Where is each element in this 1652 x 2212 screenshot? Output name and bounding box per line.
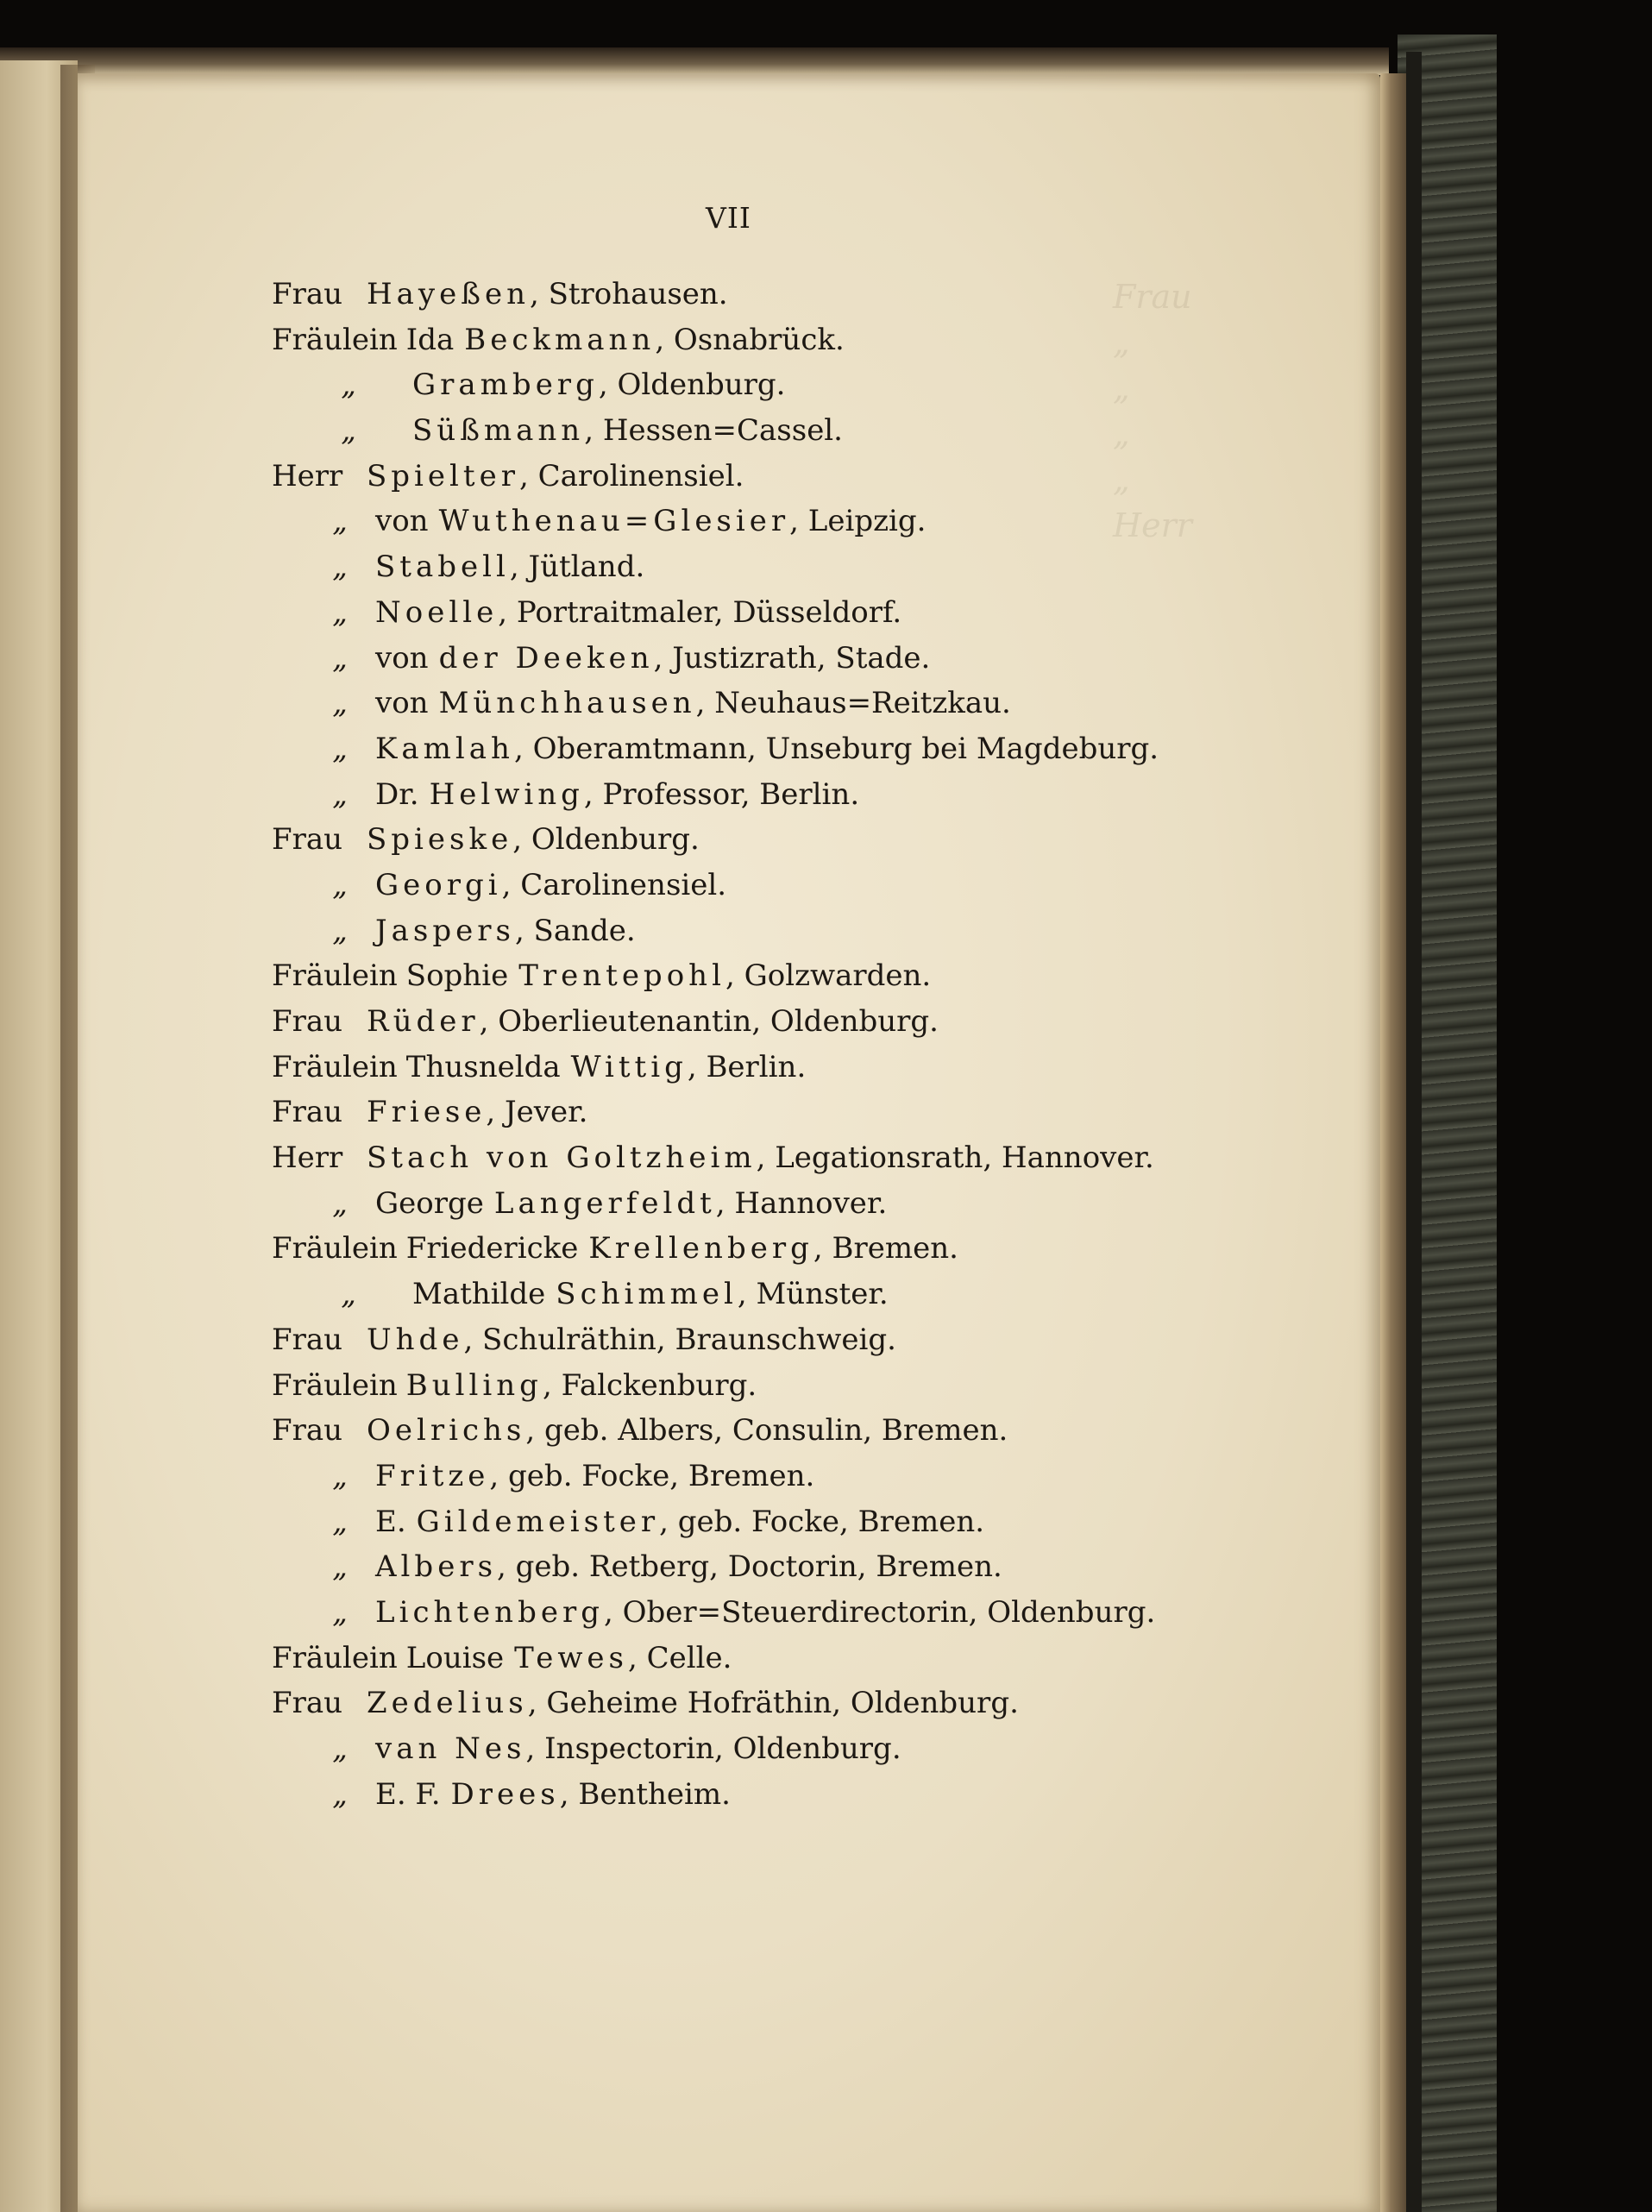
entry-details: , geb. Focke, Bremen.: [659, 1504, 985, 1539]
entry-prefix: E.: [375, 1504, 406, 1539]
entry-name: Wittig: [570, 1049, 688, 1084]
list-item: [272, 726, 1159, 772]
list-item: [272, 1408, 1159, 1454]
entry-name: Fritze: [375, 1458, 490, 1493]
entry-prefix: von: [375, 686, 429, 721]
page-fore-edge: [1380, 73, 1406, 2212]
entry-title: Frau: [272, 1322, 343, 1357]
page-top-edge: [0, 47, 1389, 75]
entry-name: Spieske: [367, 822, 513, 858]
entry-name: Süßmann: [412, 413, 585, 449]
entry-name: Georgi: [375, 867, 502, 902]
entry-details: , Neuhaus=Reitzkau.: [695, 686, 1011, 721]
entry-details: , Celle.: [628, 1640, 732, 1675]
list-item: [272, 408, 1159, 454]
entry-details: , Geheime Hofräthin, Oldenburg.: [527, 1686, 1019, 1721]
entry-details: , geb. Focke, Bremen.: [489, 1458, 815, 1493]
entry-name: Drees: [450, 1776, 560, 1812]
ditto-mark: „: [341, 1277, 356, 1312]
ditto-mark: „: [341, 413, 356, 449]
name-list: [272, 272, 1159, 1817]
entry-name: Zedelius: [367, 1686, 528, 1721]
entry-details: , Hessen=Cassel.: [584, 413, 843, 449]
entry-details: , Inspectorin, Oldenburg.: [525, 1731, 901, 1766]
entry-prefix: Thusnelda: [405, 1049, 561, 1084]
entry-name: Gildemeister: [416, 1504, 660, 1539]
ditto-mark: „: [341, 368, 356, 403]
entry-details: , Justizrath, Stade.: [653, 640, 931, 676]
list-item: [272, 1772, 1159, 1818]
ditto-mark: „: [332, 640, 348, 676]
cover-edge: [1406, 52, 1422, 2212]
entry-details: , Portraitmaler, Düsseldorf.: [498, 594, 902, 630]
entry-title: Fräulein: [272, 1231, 398, 1266]
entry-prefix: Friedericke: [405, 1231, 579, 1266]
entry-prefix: Sophie: [405, 958, 509, 994]
entry-details: , Hannover.: [715, 1185, 888, 1221]
entry-name: Jaspers: [375, 913, 515, 948]
list-item: [272, 1636, 1159, 1681]
entry-details: , Ober=Steuerdirectorin, Oldenburg.: [603, 1594, 1156, 1630]
list-item: [272, 1726, 1159, 1772]
entry-title: Fräulein: [272, 322, 398, 357]
list-item: [272, 1590, 1159, 1636]
entry-title: Fräulein: [272, 1367, 398, 1403]
list-item: [272, 362, 1159, 408]
list-item: [272, 636, 1159, 682]
list-item: [272, 953, 1159, 999]
entry-name: Oelrichs: [367, 1413, 526, 1448]
list-item: [272, 544, 1159, 590]
entry-name: Uhde: [367, 1322, 464, 1357]
entry-details: , Bentheim.: [559, 1776, 731, 1812]
entry-details: , Münster.: [737, 1277, 889, 1312]
ditto-mark: „: [332, 550, 348, 585]
entry-details: , geb. Albers, Consulin, Bremen.: [525, 1413, 1008, 1448]
entry-name: Langerfeldt: [493, 1185, 716, 1221]
list-item: [272, 999, 1159, 1045]
entry-name: Trentepohl: [518, 958, 725, 994]
entry-details: , Schulräthin, Braunschweig.: [463, 1322, 896, 1357]
list-item: [272, 590, 1159, 636]
entry-name: der Deeken: [438, 640, 654, 676]
list-item: [272, 1272, 1159, 1317]
entry-name: Stabell: [375, 550, 510, 585]
list-item: [272, 317, 1159, 363]
entry-prefix: Louise: [405, 1640, 505, 1675]
entry-title: Frau: [272, 1413, 343, 1448]
ditto-mark: „: [332, 776, 348, 812]
list-item: [272, 1135, 1159, 1181]
entry-name: Schimmel: [556, 1277, 738, 1312]
entry-name: Rüder: [367, 1004, 480, 1039]
entry-name: Noelle: [375, 594, 499, 630]
entry-name: Spielter: [367, 458, 519, 493]
entry-prefix: Ida: [405, 322, 455, 357]
entry-details: , Oberamtmann, Unseburg bei Magdeburg.: [513, 731, 1159, 766]
entry-name: Beckmann: [464, 322, 656, 357]
entry-details: , Sande.: [514, 913, 636, 948]
ditto-mark: „: [332, 1731, 348, 1766]
entry-title: Frau: [272, 1686, 343, 1721]
entry-title: Frau: [272, 1004, 343, 1039]
ditto-mark: „: [332, 594, 348, 630]
entry-details: , Bremen.: [813, 1231, 958, 1266]
ditto-mark: „: [332, 504, 348, 539]
entry-name: Kamlah: [375, 731, 514, 766]
list-item: [272, 499, 1159, 544]
entry-prefix: von: [375, 504, 429, 539]
ditto-mark: „: [332, 1776, 348, 1812]
entry-title: Frau: [272, 277, 343, 311]
entry-title: Frau: [272, 822, 343, 858]
entry-prefix: Dr.: [375, 776, 419, 812]
entry-name: Tewes: [514, 1640, 629, 1675]
entry-details: , Osnabrück.: [655, 322, 845, 357]
entry-name: Krellenberg: [588, 1231, 813, 1266]
entry-name: Stach von Goltzheim: [367, 1141, 757, 1176]
ditto-mark: „: [332, 731, 348, 766]
entry-prefix: E. F.: [375, 1776, 441, 1812]
ditto-mark: „: [332, 1594, 348, 1630]
entry-name: Bulling: [405, 1367, 543, 1403]
entry-title: Fräulein: [272, 1640, 398, 1675]
ditto-mark: „: [332, 867, 348, 902]
entry-name: Lichtenberg: [375, 1594, 604, 1630]
entry-details: , Strohausen.: [529, 277, 728, 311]
entry-prefix: George: [375, 1185, 484, 1221]
list-item: [272, 1454, 1159, 1499]
entry-prefix: von: [375, 640, 429, 676]
entry-details: , Jütland.: [509, 550, 645, 585]
entry-title: Frau: [272, 1095, 343, 1130]
list-item: [272, 454, 1159, 500]
entry-title: Fräulein: [272, 958, 398, 994]
entry-title: Herr: [272, 458, 343, 493]
entry-name: Gramberg: [412, 368, 599, 403]
ditto-mark: „: [332, 1504, 348, 1539]
ditto-mark: „: [332, 1458, 348, 1493]
list-item: [272, 1226, 1159, 1272]
ditto-mark: „: [332, 1549, 348, 1585]
list-item: [272, 1499, 1159, 1545]
list-item: [272, 1045, 1159, 1090]
entry-details: , Berlin.: [687, 1049, 807, 1084]
entry-details: , Carolinensiel.: [518, 458, 744, 493]
entry-name: Hayeßen: [367, 277, 530, 311]
list-item: [272, 1181, 1159, 1227]
entry-details: , Falckenburg.: [542, 1367, 757, 1403]
ditto-mark: „: [332, 1185, 348, 1221]
entry-name: Münchhausen: [438, 686, 696, 721]
entry-details: , Legationsrath, Hannover.: [756, 1141, 1154, 1176]
ditto-mark: „: [332, 686, 348, 721]
entry-details: , Golzwarden.: [725, 958, 932, 994]
entry-name: Wuthenau=Glesier: [438, 504, 790, 539]
list-item: [272, 1317, 1159, 1363]
entry-name: Helwing: [429, 776, 584, 812]
show-through-text-right: Frau „ „ „ „ Herr: [1113, 278, 1266, 544]
entry-prefix: Mathilde: [412, 1277, 546, 1312]
list-item: [272, 1363, 1159, 1409]
list-item: [272, 272, 1159, 317]
entry-details: , Jever.: [486, 1095, 588, 1130]
page-number: VII: [706, 201, 751, 235]
entry-name: Albers: [375, 1549, 498, 1585]
entry-title: Fräulein: [272, 1049, 398, 1084]
list-item: [272, 863, 1159, 908]
entry-details: , Oldenburg.: [512, 822, 700, 858]
list-item: [272, 1544, 1159, 1590]
list-item: [272, 908, 1159, 954]
list-item: [272, 772, 1159, 818]
entry-details: , Oldenburg.: [598, 368, 786, 403]
entry-details: , Professor, Berlin.: [583, 776, 860, 812]
entry-details: , Oberlieutenantin, Oldenburg.: [479, 1004, 939, 1039]
entry-title: Herr: [272, 1141, 343, 1176]
list-item: [272, 681, 1159, 726]
list-item: [272, 817, 1159, 863]
ditto-mark: „: [332, 913, 348, 948]
entry-details: , Carolinensiel.: [501, 867, 727, 902]
entry-name: Friese: [367, 1095, 487, 1130]
list-item: [272, 1681, 1159, 1726]
list-item: [272, 1090, 1159, 1135]
entry-details: , geb. Retberg, Doctorin, Bremen.: [497, 1549, 1002, 1585]
entry-name: van Nes: [375, 1731, 526, 1766]
entry-details: , Leipzig.: [789, 504, 927, 539]
